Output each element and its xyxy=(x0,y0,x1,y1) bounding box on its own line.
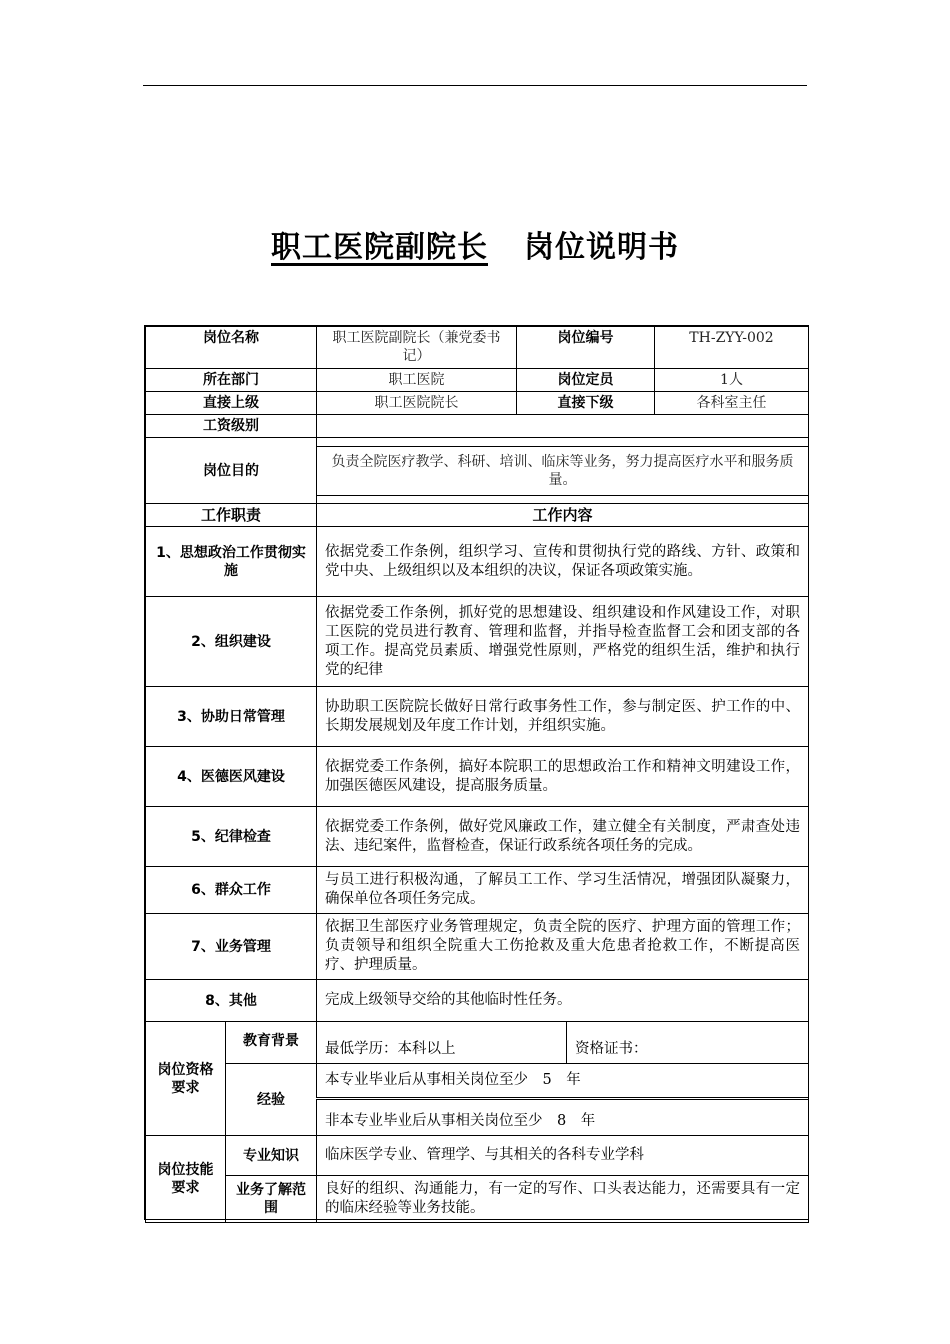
post-name-value: 职工医院副院长（兼党委书记） xyxy=(317,327,517,369)
post-no-label: 岗位编号 xyxy=(517,327,655,369)
experience-value-1: 本专业毕业后从事相关岗位至少 5 年 xyxy=(317,1064,809,1099)
duty-name: 6、群众工作 xyxy=(146,867,317,914)
duty-name: 4、医德医风建设 xyxy=(146,747,317,807)
knowledge-value: 临床医学专业、管理学、与其相关的各科专业学科 xyxy=(317,1136,809,1176)
experience-value-2: 非本专业毕业后从事相关岗位至少 8 年 xyxy=(317,1099,809,1136)
duty-content: 依据卫生部医疗业务管理规定，负责全院的医疗、护理方面的管理工作；负责领导和组织全院重大工伤抢救及重大危患者抢救工作，不断提高医疗、护理质量。 xyxy=(317,914,809,980)
row-education xyxy=(146,1022,809,1064)
duty-content: 依据党委工作条例，组织学习、宣传和贯彻执行党的路线、方针、政策和党中央、上级组织以及本组织的决议，保证各项政策实施。 xyxy=(317,527,809,597)
duty-row xyxy=(146,687,809,747)
duty-name: 1、思想政治工作贯彻实施 xyxy=(146,527,317,597)
post-no-value: TH-ZYY-002 xyxy=(655,327,809,369)
quota-label: 岗位定员 xyxy=(517,369,655,392)
duty-content: 完成上级领导交给的其他临时性任务。 xyxy=(317,980,809,1022)
duty-name: 8、其他 xyxy=(146,980,317,1022)
knowledge-label: 专业知识 xyxy=(226,1136,317,1176)
header-rule xyxy=(143,85,807,86)
duty-row xyxy=(146,527,809,597)
subordinate-value: 各科室主任 xyxy=(655,392,809,415)
superior-value: 职工医院院长 xyxy=(317,392,517,415)
row-business xyxy=(146,1176,809,1223)
page-title xyxy=(0,222,950,266)
dept-value: 职工医院 xyxy=(317,369,517,392)
duty-content: 依据党委工作条例，搞好本院职工的思想政治工作和精神文明建设工作，加强医德医风建设，提高服务质量。 xyxy=(317,747,809,807)
duty-row xyxy=(146,867,809,914)
row-post-name xyxy=(146,327,809,369)
purpose-label: 岗位目的 xyxy=(146,438,317,504)
duty-row xyxy=(146,807,809,867)
duty-name: 5、纪律检查 xyxy=(146,807,317,867)
purpose-value xyxy=(317,438,809,504)
duty-row xyxy=(146,597,809,687)
subordinate-label: 直接下级 xyxy=(517,392,655,415)
duties-header-left: 工作职责 xyxy=(146,504,317,527)
duty-name: 7、业务管理 xyxy=(146,914,317,980)
duty-content: 依据党委工作条例，做好党风廉政工作，建立健全有关制度，严肃查处违法、违纪案件，监督检查，保证行政系统各项任务的完成。 xyxy=(317,807,809,867)
duty-row xyxy=(146,980,809,1022)
title-doc-type: 岗位说明书 xyxy=(524,230,679,265)
skills-label: 岗位技能要求 xyxy=(146,1136,226,1223)
duty-content: 与员工进行积极沟通，了解员工工作、学习生活情况，增强团队凝聚力，确保单位各项任务完成。 xyxy=(317,867,809,914)
qualification-label: 岗位资格要求 xyxy=(146,1022,226,1136)
education-value: 最低学历：本科以上 xyxy=(317,1022,567,1064)
duty-content: 协助职工医院院长做好日常行政事务性工作，参与制定医、护工作的中、长期发展规划及年度工作计划，并组织实施。 xyxy=(317,687,809,747)
duty-content: 依据党委工作条例，抓好党的思想建设、组织建设和作风建设工作，对职工医院的党员进行教育、管理和监督，并指导检查监督工会和团支部的各项工作。提高党员素质、增强党性原则，严格党的组织生活，维护和执行党的纪律 xyxy=(317,597,809,687)
post-name-label: 岗位名称 xyxy=(146,327,317,369)
row-experience-1 xyxy=(146,1064,809,1099)
duty-row xyxy=(146,747,809,807)
duty-name: 3、协助日常管理 xyxy=(146,687,317,747)
superior-label: 直接上级 xyxy=(146,392,317,415)
row-duties-header xyxy=(146,504,809,527)
row-department xyxy=(146,369,809,392)
quota-value: 1人 xyxy=(655,369,809,392)
duties-header-right: 工作内容 xyxy=(317,504,809,527)
education-label: 教育背景 xyxy=(226,1022,317,1064)
certificate-value: 资格证书： xyxy=(567,1022,809,1064)
duty-name: 2、组织建设 xyxy=(146,597,317,687)
experience-label: 经验 xyxy=(226,1064,317,1136)
salary-label: 工资级别 xyxy=(146,415,317,438)
purpose-box: 负责全院医疗教学、科研、培训、临床等业务，努力提高医疗水平和服务质量。 xyxy=(317,446,808,496)
duty-row xyxy=(146,914,809,980)
business-label: 业务了解范围 xyxy=(226,1176,317,1223)
business-value: 良好的组织、沟通能力，有一定的写作、口头表达能力，还需要具有一定的临床经验等业务技能。 xyxy=(317,1176,809,1223)
row-knowledge xyxy=(146,1136,809,1176)
title-position: 职工医院副院长 xyxy=(271,230,488,265)
dept-label: 所在部门 xyxy=(146,369,317,392)
row-purpose xyxy=(146,438,809,504)
row-superior xyxy=(146,392,809,415)
row-salary xyxy=(146,415,809,438)
job-description-table xyxy=(144,325,809,1220)
salary-value xyxy=(317,415,809,438)
